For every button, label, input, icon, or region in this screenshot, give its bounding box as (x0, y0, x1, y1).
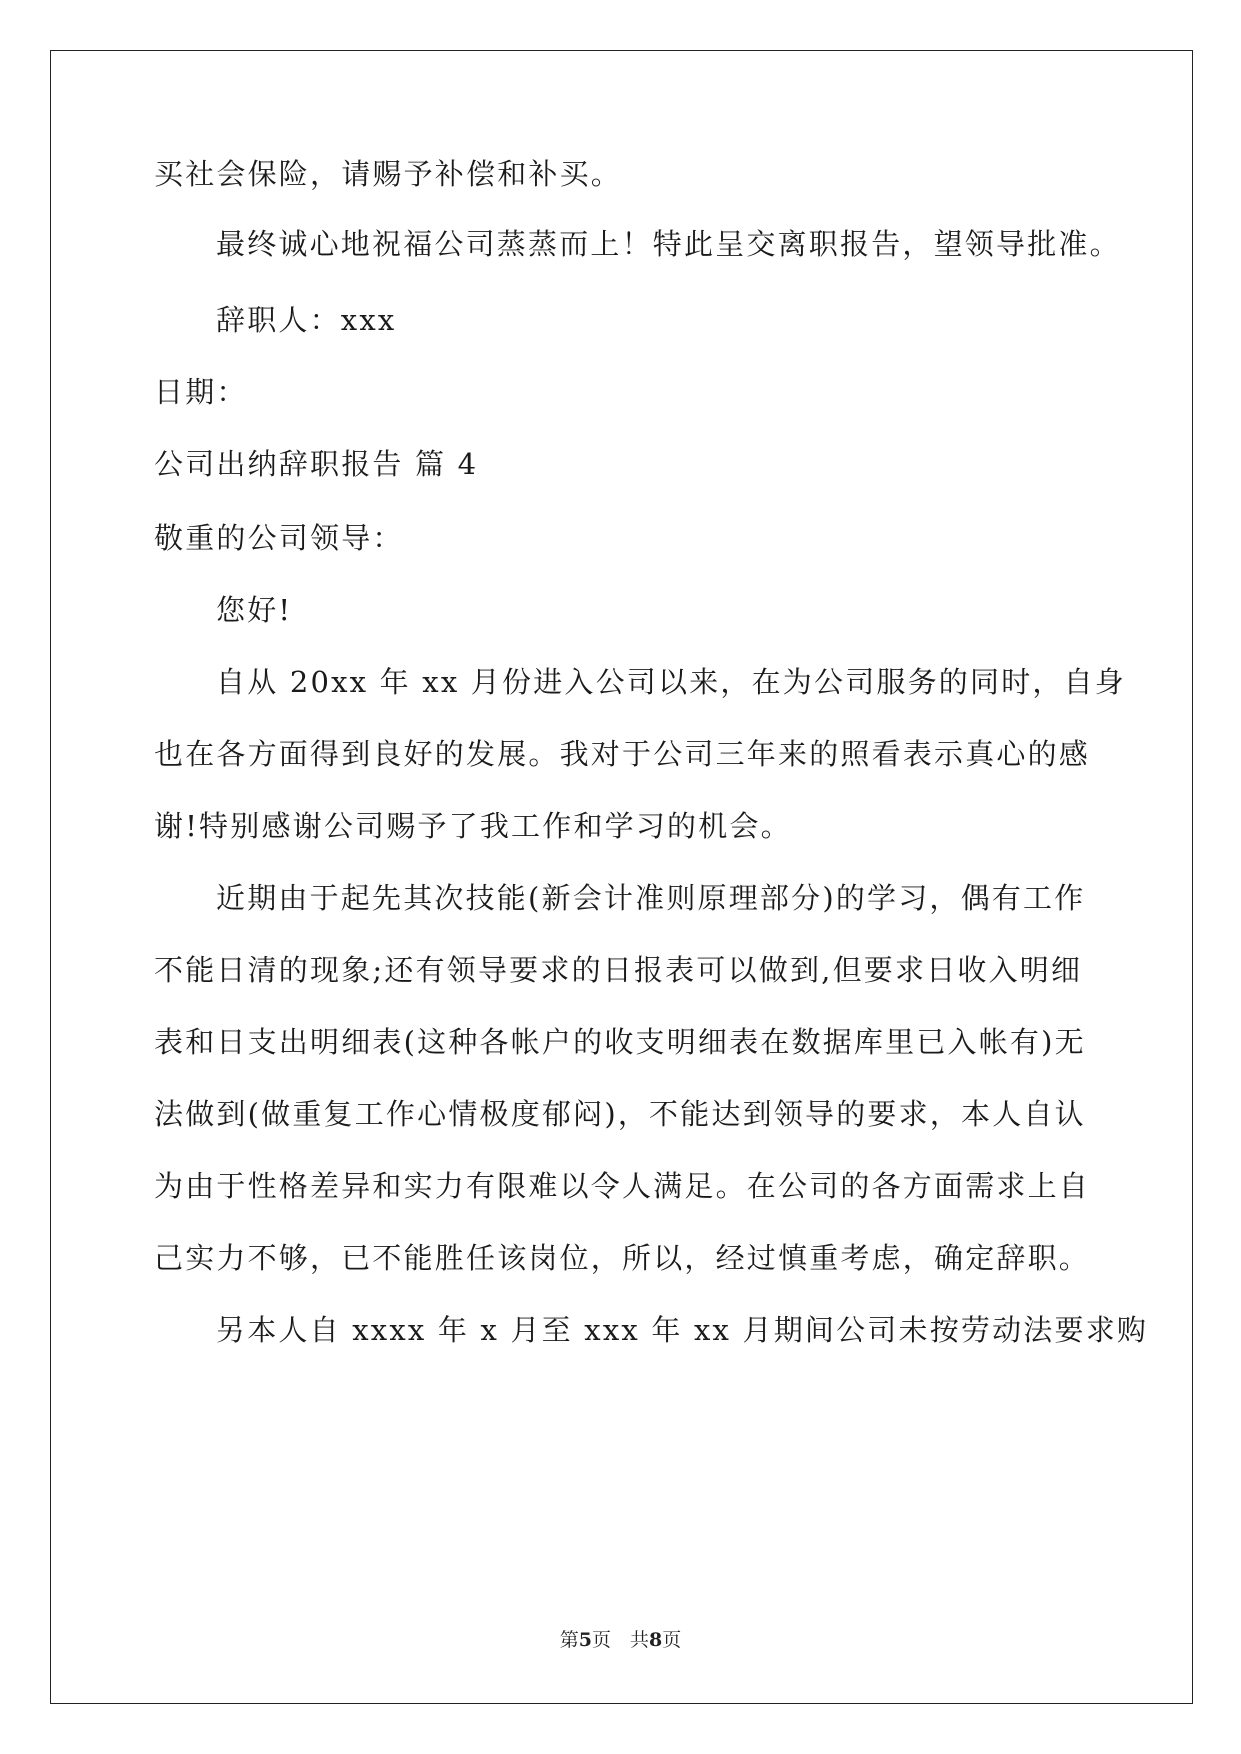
body-line: 近期由于起先其次技能(新会计准则原理部分)的学习，偶有工作 (216, 881, 1086, 915)
body-line: 表和日支出明细表(这种各帐户的收支明细表在数据库里已入帐有)无 (154, 1025, 1086, 1059)
body-line: 为由于性格差异和实力有限难以令人满足。在公司的各方面需求上自 (154, 1169, 1091, 1203)
body-line: 不能日清的现象;还有领导要求的日报表可以做到,但要求日收入明细 (154, 953, 1083, 987)
page-current: 5 (578, 1629, 592, 1651)
page-prefix: 第 (559, 1629, 579, 1651)
page-footer (0, 1628, 1241, 1652)
greeting: 您好! (216, 593, 293, 627)
body-line: 也在各方面得到良好的发展。我对于公司三年来的照看表示真心的感 (154, 737, 1091, 771)
body-line: 谢!特别感谢公司赐予了我工作和学习的机会。 (154, 809, 792, 843)
body-line: 己实力不够，已不能胜任该岗位，所以，经过慎重考虑，确定辞职。 (154, 1241, 1091, 1275)
salutation: 敬重的公司领导： (154, 521, 404, 555)
body-line: 最终诚心地祝福公司蒸蒸而上！特此呈交离职报告，望领导批准。 (216, 227, 1121, 261)
section-heading: 公司出纳辞职报告 篇 4 (154, 447, 479, 481)
body-line: 另本人自 xxxx 年 x 月至 xxx 年 xx 月期间公司未按劳动法要求购 (216, 1313, 1149, 1347)
body-line: 自从 20xx 年 xx 月份进入公司以来，在为公司服务的同时，自身 (216, 665, 1126, 699)
page-mid: 页 共 (591, 1629, 649, 1651)
body-line: 买社会保险，请赐予补偿和补买。 (154, 157, 623, 191)
page-border (50, 50, 1193, 1704)
page-total: 8 (649, 1629, 663, 1651)
page-suffix: 页 (662, 1629, 682, 1651)
signature-line: 辞职人：xxx (216, 303, 397, 337)
body-line: 法做到(做重复工作心情极度郁闷)，不能达到领导的要求，本人自认 (154, 1097, 1086, 1131)
date-line: 日期： (154, 375, 248, 409)
